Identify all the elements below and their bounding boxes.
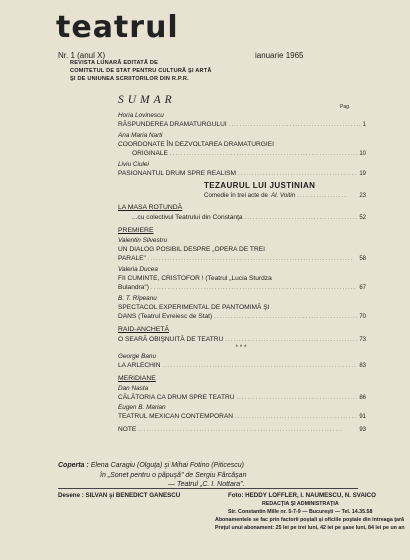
cover-line-2: în „Sonet pentru o păpuşă" de Sergiu Fărcăşan: [100, 471, 247, 479]
toc-author: Horia Lovinescu: [118, 112, 164, 119]
section-heading-masa-rotunda: LA MASA ROTUNDĂ: [118, 204, 183, 211]
toc-entry: [118, 384, 366, 404]
toc-page: 73: [359, 336, 366, 343]
toc-entry: [118, 294, 366, 323]
toc-author: Valentin Silvestru: [118, 236, 168, 244]
toc-title: RĂSPUNDEREA DRAMATURGULUI: [118, 121, 227, 128]
footer-divider: [58, 488, 358, 489]
cover-credit: [58, 461, 246, 490]
toc-author: Liviu Ciulei: [118, 160, 149, 168]
contents-heading: SUMAR: [118, 94, 176, 106]
toc-page: 67: [359, 285, 366, 291]
toc-title-note: NOTE: [118, 425, 137, 433]
section-heading-meridiane: MERIDIANE: [118, 374, 156, 382]
toc-title-cont: DANS (Teatrul Evreiesc de Stat): [118, 313, 213, 320]
toc-title: COORDONATE ÎN DEZVOLTAREA DRAMATURGIEI: [118, 140, 274, 148]
issue-number: Nr. 1 (anul X): [58, 51, 106, 60]
toc-entry: [118, 131, 366, 160]
toc-entry: [118, 352, 366, 372]
toc-page: 86: [359, 394, 366, 401]
photos-credit: Foto: HEDDY LOFFLER, I. NAUMESCU, N. SVAICO: [228, 492, 376, 499]
toc-author: Ana Maria Narti: [118, 131, 163, 139]
toc-page: 52: [359, 215, 366, 221]
toc-entry: [118, 236, 366, 265]
toc-title: SPECTACOL EXPERIMENTAL DE PANTOMIMĂ ŞI: [118, 303, 270, 311]
subscription-price: Preţul unui abonament: 25 lei pe trei luni, 42 lei pe şase luni, 84 lei pe un an: [215, 525, 405, 531]
toc-page: 91: [359, 414, 366, 420]
featured-play-author: Al. Voitin: [270, 192, 296, 199]
toc-title: LA ARLECHIN: [118, 362, 161, 369]
featured-play-desc: Comedie în trei acte de: [204, 192, 268, 199]
magazine-title: teatrul: [56, 10, 179, 45]
toc-author: George Banu: [118, 353, 157, 360]
toc-page: 83: [359, 363, 366, 369]
toc-title: O SEARĂ OBIŞNUITĂ DE TEATRU: [118, 335, 224, 343]
toc-author: Eugen B. Marian: [118, 404, 166, 411]
subscription-info: Abonamentele se fac prin factorii poştali şi oficiile poştale din întreaga ţară: [215, 517, 404, 523]
toc-page: 70: [359, 314, 366, 320]
publisher-line-3: ŞI DE UNIUNEA SCRIITORILOR DIN R.P.R.: [70, 76, 189, 82]
toc-page: 19: [359, 170, 366, 177]
toc-entry: [118, 111, 366, 131]
toc-page: 23: [359, 193, 366, 199]
section-heading-raid-ancheta: RAID-ANCHETĂ: [118, 325, 169, 333]
toc-title-cont: Bulandra"): [118, 284, 149, 291]
editorial-office: REDACŢIA ŞI ADMINISTRAŢIA: [262, 501, 339, 507]
toc-author: B. T. Rîpeanu: [118, 294, 157, 302]
toc-entry: [118, 403, 366, 423]
toc-page: 10: [359, 151, 366, 157]
featured-play-title: TEZAURUL LUI JUSTINIAN: [204, 181, 316, 190]
table-of-contents: [118, 111, 366, 435]
toc-page: 58: [359, 256, 366, 262]
toc-author: Valeria Ducea: [118, 265, 158, 273]
toc-title-cont: PARALE": [118, 255, 146, 262]
toc-title: TEATRUL MEXICAN CONTEMPORAN: [118, 413, 234, 420]
publisher-line-1: REVISTA LUNARĂ EDITATĂ DE: [70, 60, 159, 66]
page-column-label: Pag.: [340, 104, 351, 110]
section-heading-premiere: PREMIERE: [118, 226, 154, 234]
toc-title: FII CUMINTE, CRISTOFOR ! (Teatrul „Lucia Sturdza: [118, 274, 272, 282]
cover-line-1: Elena Caragiu (Olguţa) şi Mihai Fotino (Piticescu): [90, 462, 244, 469]
toc-title: PASIONANTUL DRUM SPRE REALISM: [118, 169, 236, 177]
toc-title: ...cu colectivul Teatrului din Constanţa: [132, 214, 243, 221]
publisher-line-2: COMITETUL DE STAT PENTRU CULTURĂ ŞI ARTĂ: [70, 68, 212, 74]
toc-page: 93: [359, 426, 366, 433]
toc-title-cont: ORIGINALE: [132, 150, 168, 157]
editorial-address: Str. Constantin Mille nr. 5-7-9 — Bucureşti — Tel. 14.35.58: [228, 509, 373, 515]
featured-play-line: [118, 191, 366, 201]
toc-title: CĂLĂTORIA CA DRUM SPRE TEATRU: [118, 393, 235, 401]
toc-page: 1: [362, 122, 366, 128]
toc-entry: [118, 265, 366, 294]
drawings-credit: Desene : SILVAN şi BENEDICT GANESCU: [58, 492, 181, 499]
issue-date: ianuarie 1965: [255, 51, 304, 60]
section-separator-stars: ***: [235, 345, 249, 351]
toc-entry: [118, 160, 366, 180]
cover-label: Coperta :: [58, 462, 89, 469]
toc-title: UN DIALOG POSIBIL DESPRE „OPERA DE TREI: [118, 245, 265, 253]
toc-author: Dan Nasta: [118, 384, 149, 392]
cover-line-3: — Teatrul „C. I. Nottara".: [168, 481, 245, 488]
